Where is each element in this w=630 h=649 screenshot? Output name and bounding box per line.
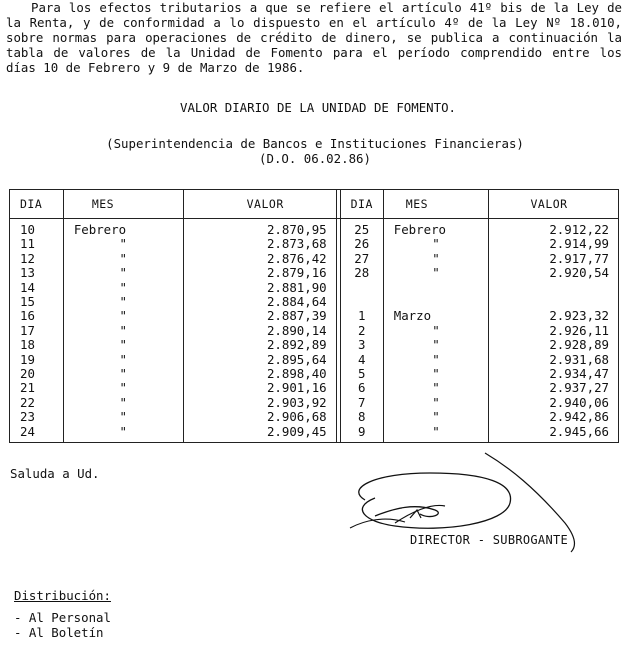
cell-valor-2: 2.940,06 (489, 396, 619, 410)
cell-mes-2 (383, 295, 488, 309)
cell-valor-2: 2.912,22 (489, 219, 619, 238)
cell-mes: " (63, 252, 183, 266)
cell-valor-2: 2.928,89 (489, 338, 619, 352)
cell-mes-2: " (383, 381, 488, 395)
cell-mes-2: " (383, 353, 488, 367)
list-item: - Al Personal (14, 610, 111, 625)
cell-mes-2: Marzo (383, 309, 488, 323)
cell-dia: 10 (10, 219, 64, 238)
cell-valor-2 (489, 295, 619, 309)
header-mes: MES (63, 190, 183, 219)
cell-valor: 2.887,39 (183, 309, 336, 323)
table-header-row (10, 190, 619, 219)
cell-dia: 15 (10, 295, 64, 309)
cell-mes-2: " (383, 396, 488, 410)
cell-dia-2: 2 (340, 324, 383, 338)
cell-valor: 2.903,92 (183, 396, 336, 410)
cell-dia-2: 4 (340, 353, 383, 367)
cell-mes: " (63, 266, 183, 280)
source-institution: (Superintendencia de Bancos e Instituciones Financieras) (106, 136, 524, 151)
header-mes-2: MES (383, 190, 488, 219)
cell-valor: 2.890,14 (183, 324, 336, 338)
table-row (10, 281, 619, 295)
cell-dia: 20 (10, 367, 64, 381)
table-row (10, 309, 619, 323)
cell-mes-2 (383, 281, 488, 295)
cell-mes-2: Febrero (383, 219, 488, 238)
cell-dia-2: 6 (340, 381, 383, 395)
cell-dia-2: 8 (340, 410, 383, 424)
cell-dia-2: 1 (340, 309, 383, 323)
cell-dia: 21 (10, 381, 64, 395)
cell-mes-2: " (383, 410, 488, 424)
cell-mes: " (63, 367, 183, 381)
header-valor-2: VALOR (489, 190, 619, 219)
cell-dia-2: 9 (340, 425, 383, 443)
cell-dia: 24 (10, 425, 64, 443)
cell-valor: 2.898,40 (183, 367, 336, 381)
cell-valor: 2.881,90 (183, 281, 336, 295)
cell-dia-2 (340, 281, 383, 295)
cell-valor: 2.873,68 (183, 237, 336, 251)
cell-dia: 12 (10, 252, 64, 266)
cell-dia: 14 (10, 281, 64, 295)
table-row (10, 425, 619, 443)
cell-dia-2 (340, 295, 383, 309)
list-item: - Al Boletín (14, 625, 104, 640)
closing-salutation: Saluda a Ud. (10, 466, 100, 481)
source-publication: (D.O. 06.02.86) (259, 151, 371, 166)
table-row (10, 266, 619, 280)
cell-mes: " (63, 295, 183, 309)
cell-dia-2: 28 (340, 266, 383, 280)
cell-mes: " (63, 353, 183, 367)
cell-dia: 22 (10, 396, 64, 410)
cell-valor: 2.901,16 (183, 381, 336, 395)
cell-valor: 2.906,68 (183, 410, 336, 424)
cell-valor-2: 2.923,32 (489, 309, 619, 323)
header-dia-2: DIA (340, 190, 383, 219)
cell-mes-2: " (383, 266, 488, 280)
cell-dia-2: 5 (340, 367, 383, 381)
uf-values-table (9, 189, 619, 443)
cell-mes: " (63, 410, 183, 424)
cell-dia-2: 3 (340, 338, 383, 352)
cell-mes-2: " (383, 324, 488, 338)
table-row (10, 237, 619, 251)
cell-mes: " (63, 324, 183, 338)
cell-valor: 2.884,64 (183, 295, 336, 309)
page-title: VALOR DIARIO DE LA UNIDAD DE FOMENTO. (179, 100, 456, 115)
cell-valor: 2.879,16 (183, 266, 336, 280)
cell-dia: 16 (10, 309, 64, 323)
source-note (0, 136, 630, 166)
intro-paragraph: Para los efectos tributarios a que se refiere el artículo 41º bis de la Ley de la Renta, y de conformidad a lo dispuesto en el artículo 4º de la Ley Nº 18.010, sobre normas para operaciones de crédito de dinero, se publica a continuación la tabla de valores de la Unidad de Fomento para el período comprendido entre los días 10 de Febrero y 9 de Marzo de 1986. (6, 0, 622, 75)
table-row (10, 295, 619, 309)
distribution-title: Distribución: (14, 588, 111, 603)
cell-dia-2: 26 (340, 237, 383, 251)
cell-dia: 23 (10, 410, 64, 424)
table-row (10, 367, 619, 381)
cell-mes: " (63, 425, 183, 443)
cell-mes: " (63, 237, 183, 251)
cell-valor-2: 2.937,27 (489, 381, 619, 395)
cell-mes-2: " (383, 367, 488, 381)
table-row (10, 396, 619, 410)
table-row (10, 219, 619, 238)
table-row (10, 381, 619, 395)
signer-title: DIRECTOR - SUBROGANTE (410, 533, 569, 547)
cell-valor-2: 2.917,77 (489, 252, 619, 266)
cell-valor: 2.909,45 (183, 425, 336, 443)
table-row (10, 410, 619, 424)
cell-valor: 2.876,42 (183, 252, 336, 266)
table-row (10, 353, 619, 367)
cell-dia: 13 (10, 266, 64, 280)
cell-valor: 2.895,64 (183, 353, 336, 367)
cell-valor-2 (489, 281, 619, 295)
cell-mes-2: " (383, 237, 488, 251)
cell-dia: 11 (10, 237, 64, 251)
cell-mes: " (63, 338, 183, 352)
table-body (10, 219, 619, 443)
cell-dia-2: 25 (340, 219, 383, 238)
cell-mes-2: " (383, 338, 488, 352)
cell-dia-2: 27 (340, 252, 383, 266)
cell-dia: 18 (10, 338, 64, 352)
cell-valor-2: 2.931,68 (489, 353, 619, 367)
cell-dia-2: 7 (340, 396, 383, 410)
header-dia: DIA (10, 190, 64, 219)
table-row (10, 252, 619, 266)
cell-mes-2: " (383, 252, 488, 266)
cell-valor-2: 2.920,54 (489, 266, 619, 280)
cell-valor: 2.892,89 (183, 338, 336, 352)
cell-mes: " (63, 396, 183, 410)
cell-mes: " (63, 381, 183, 395)
distribution-list (14, 610, 111, 640)
cell-valor-2: 2.942,86 (489, 410, 619, 424)
cell-dia: 19 (10, 353, 64, 367)
cell-valor-2: 2.926,11 (489, 324, 619, 338)
cell-valor: 2.870,95 (183, 219, 336, 238)
header-valor: VALOR (183, 190, 336, 219)
cell-valor-2: 2.914,99 (489, 237, 619, 251)
cell-mes: " (63, 309, 183, 323)
cell-valor-2: 2.945,66 (489, 425, 619, 443)
cell-valor-2: 2.934,47 (489, 367, 619, 381)
table-row (10, 324, 619, 338)
cell-dia: 17 (10, 324, 64, 338)
cell-mes: Febrero (63, 219, 183, 238)
cell-mes-2: " (383, 425, 488, 443)
table-row (10, 338, 619, 352)
cell-mes: " (63, 281, 183, 295)
